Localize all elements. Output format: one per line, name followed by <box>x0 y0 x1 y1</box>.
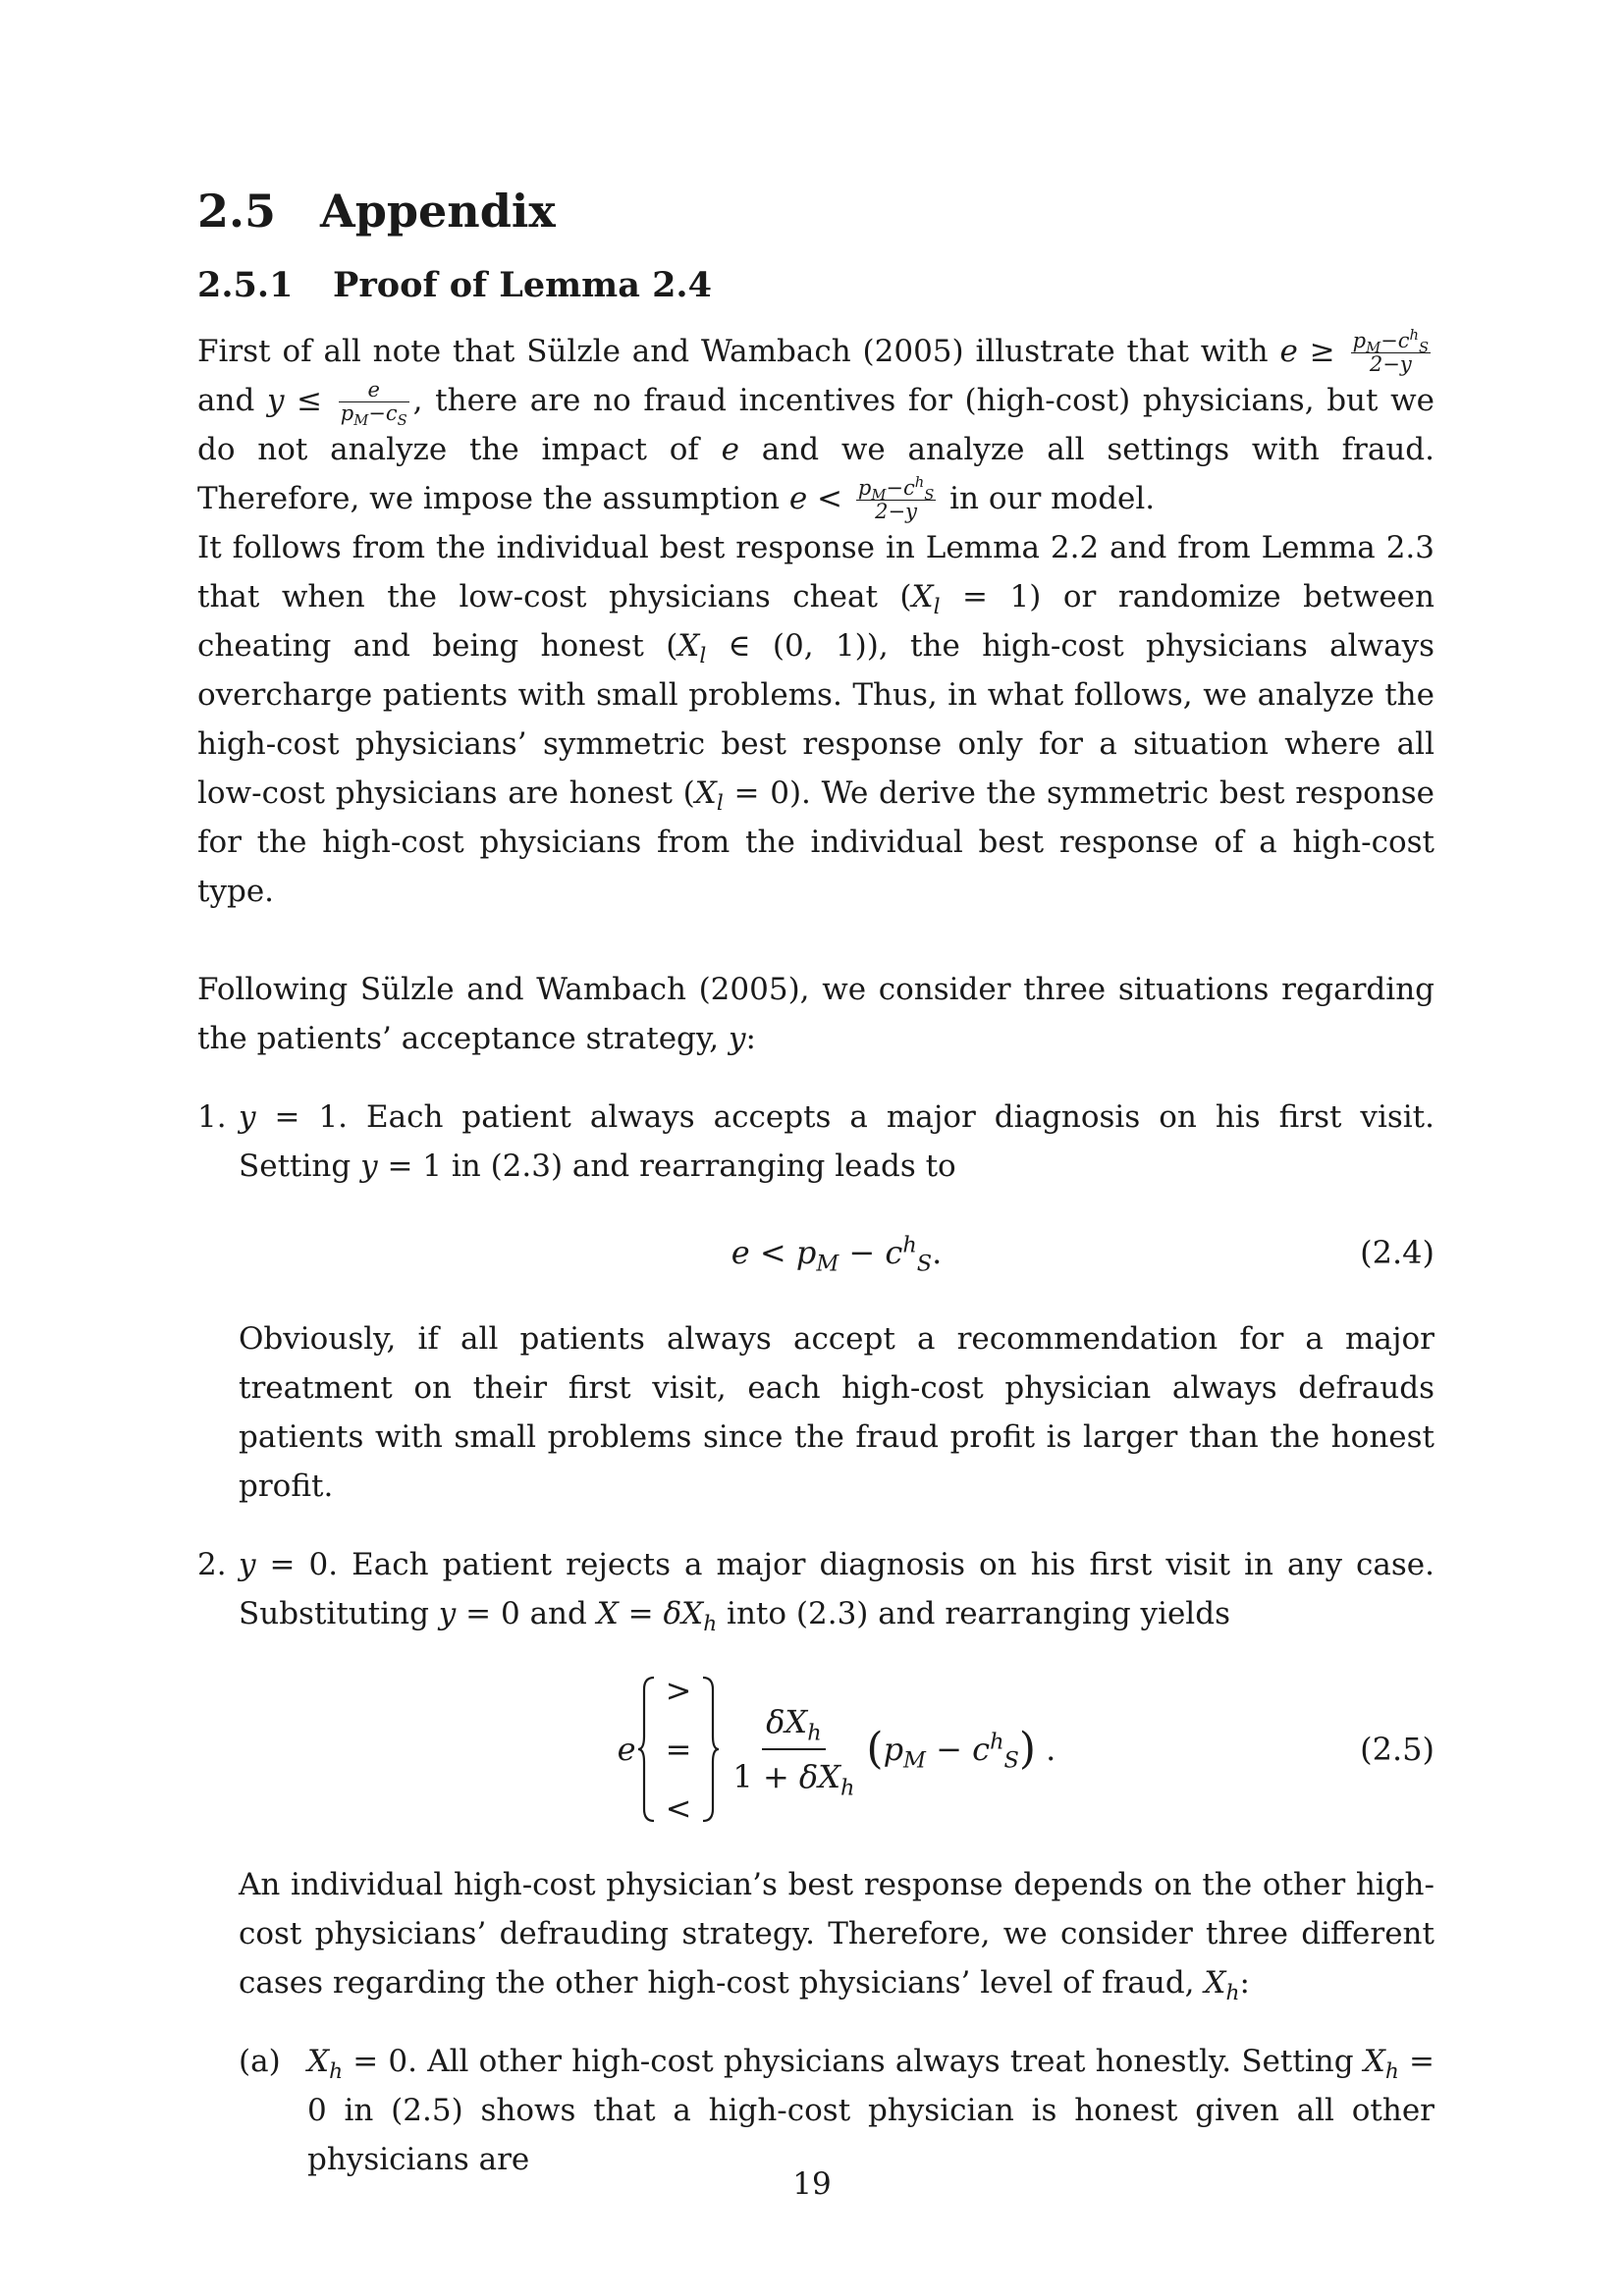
equation-2-5: e > = < $\delta X_h$ $1 + \delta X_h$ ( $p_M$ − $c^h_S$ ) . (2.5) <box>239 1666 1435 1833</box>
paragraph-situations: Following Sülzle and Wambach (2005), we consider three situations regarding the patients’ acceptance strategy, y: <box>197 972 1435 1056</box>
paragraph-lowcost: It follows from the individual best response in Lemma 2.2 and from Lemma 2.3 that when the low-cost physicians cheat $(X_l = 1)$ or randomize between cheating and being honest ($X_l$ ∈ (0, 1)), the high-cost physicians always overcharge patients with small problems. Thus, in what follows, we analyze the high-cost physicians’ symmetric best response only for a situation where all low-cost physicians are honest $(X_l = 0)$. We derive the symmetric best response for the high-cost physicians from the individual best response of a high-cost type. <box>197 530 1435 909</box>
list-item-a: (a) $X_h = 0$. All other high-cost physicians always treat honestly. Setting $X_h = 0$ in (2.5) shows that a high-cost physician is honest given all other physicians are <box>239 2037 1435 2184</box>
relation-options: > = < <box>665 1672 692 1827</box>
math-fraction: $\frac{e}{p_M-c_S}$ <box>340 378 407 430</box>
subsection-heading <box>197 265 1435 305</box>
list-item-2: 2. y = 0. Each patient rejects a major diagnosis on his first visit in any case. Substituting y = 0 and $X = \delta X_h$ into (2.3) and rearranging yields e > = < $\delta X_h$ $1 + \delta X_h$ ( $p_M$ − $c^h_S$ ) . (2.5) An individual high-cost physician’s best response depends on the other high-cost physicians’ defrauding strategy. Therefore, we consider three different cases regarding the other high-cost physicians’ level of fraud, $X_h$: (a) $X_h = 0$. All other high-cost physicians always treat honestly. Setting $X_h = 0$ in (2.5) shows that a high-cost physician is honest given all other physicians are <box>197 1540 1435 2184</box>
math-fraction: $\frac{p_M-c^h_S}{2-y}$ <box>857 474 935 523</box>
section-title: Appendix <box>320 185 556 238</box>
item1-explanation: Obviously, if all patients always accept a recommendation for a major treatment on their first visit, each high-cost physician always defrauds patients with small problems since the fraud profit is larger than the honest profit. <box>239 1321 1435 1504</box>
list-label: (a) <box>239 2044 281 2079</box>
section-number: 2.5 <box>197 185 277 238</box>
math-fraction: $\frac{p_M-c^h_S}{2-y}$ <box>1352 327 1430 376</box>
item2-explanation: An individual high-cost physician’s best response depends on the other high-cost physicians’ defrauding strategy. Therefore, we consider three different cases regarding the other high-cost physicians’ level of fraud, <box>239 1867 1435 2001</box>
right-brace <box>699 1676 721 1823</box>
page-number: 19 <box>792 2166 832 2202</box>
list-label: 1. <box>197 1099 227 1135</box>
page-content <box>197 185 1435 2184</box>
math-e: e <box>1279 334 1298 369</box>
subsection-title: Proof of Lemma 2.4 <box>333 265 712 305</box>
equation-number: (2.4) <box>1360 1234 1435 1271</box>
equation-number: (2.5) <box>1360 1731 1435 1768</box>
subsection-number: 2.5.1 <box>197 265 294 305</box>
section-heading <box>197 185 1435 238</box>
list-item-1: 1. y = 1. Each patient always accepts a major diagnosis on his first visit. Setting y = 1 in (2.3) and rearranging leads to e < $p_M$ − $c^h_S$ . (2.4) Obviously, if all patients always accept a recommendation for a major treatment on their first visit, each high-cost physician always defrauds patients with small problems since the fraud profit is larger than the honest profit. <box>197 1093 1435 1511</box>
paragraph-assumption: First of all note that Sülzle and Wambach (2005) illustrate that with e ≥ $\frac{p_M-c^h_S}{2-y}$ and y ≤ $\frac{e}{p_M-c_S}$ , there are no fraud incentives for (high-cost) physicians, but we do not analyze the impact of e and we analyze all settings with fraud. Therefore, we impose the assumption e < $\frac{p_M-c^h_S}{2-y}$ in our model. <box>197 327 1435 523</box>
left-brace <box>636 1676 658 1823</box>
equation-2-4: e < $p_M$ − $c^h_S$ . (2.4) <box>239 1218 1435 1287</box>
list-label: 2. <box>197 1547 227 1582</box>
